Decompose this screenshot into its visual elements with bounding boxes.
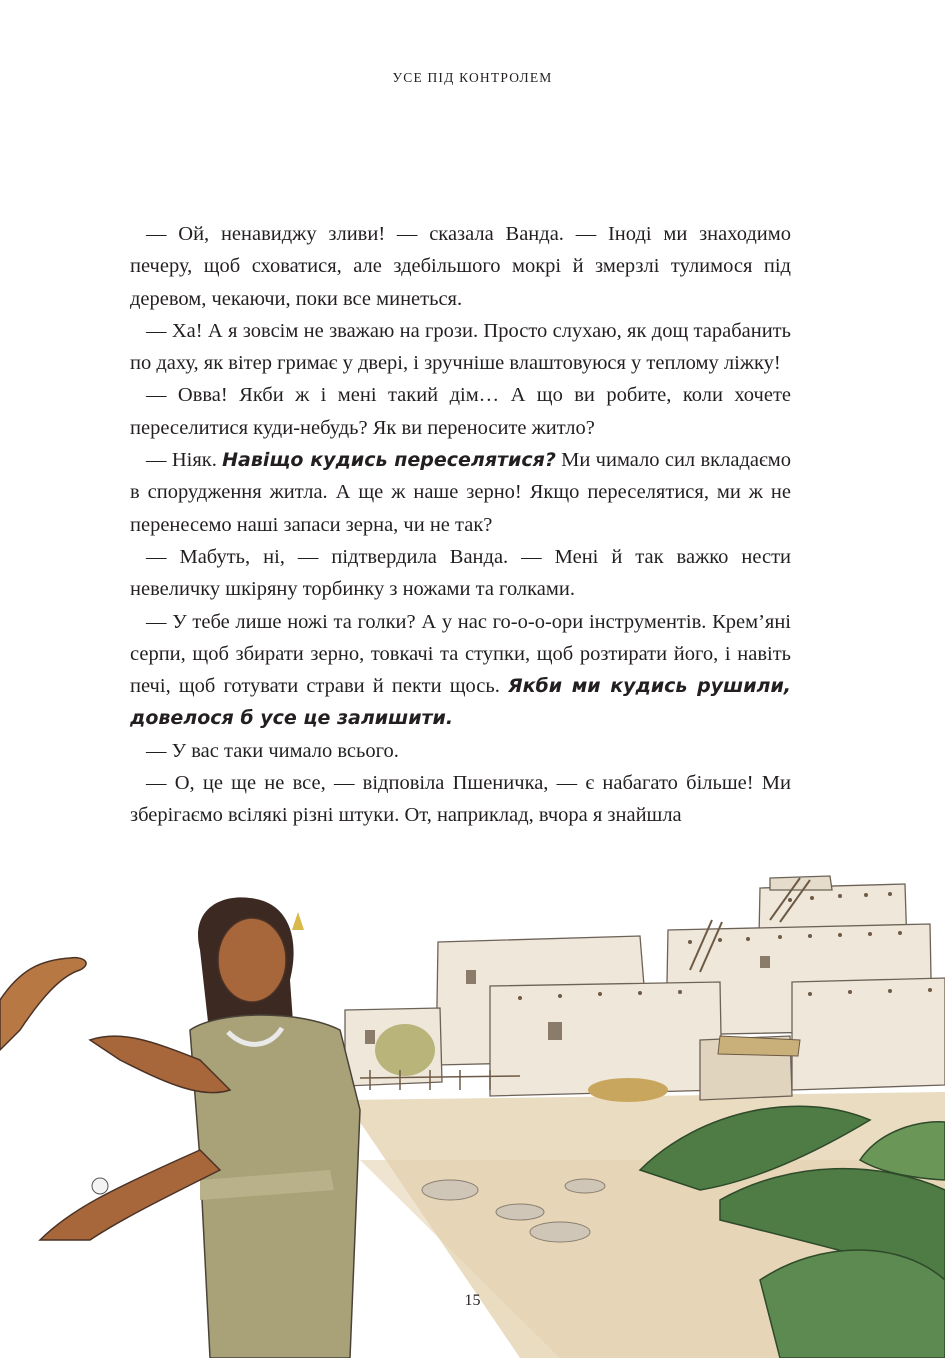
paragraph: — У вас таки чимало всього.: [146, 739, 399, 762]
page-number: 15: [464, 1292, 481, 1309]
paragraph: [130, 444, 791, 541]
dry-grass: [588, 1078, 668, 1102]
paragraph: — Мабуть, ні, — підтвердила Ванда. — Мені й так важко нести невеличку шкіряну торбинку з ножами та голками.: [130, 545, 791, 601]
handwritten-emphasis: Навіщо кудись переселятися?: [222, 449, 556, 472]
paragraph-text: — Ніяк.: [146, 449, 223, 472]
bracelet: [92, 1178, 108, 1194]
leaf-hair-ornament: [292, 912, 304, 930]
body-text: [130, 218, 791, 832]
paragraph-text: — У тебе лише ножі та голки? А у нас го-о-о-ори інструментів. Крем’яні серпи, щоб збирати зерно, товкачі та ступки, щоб розтирати його, і навіть печі, щоб готувати страви й пекти щось.: [130, 610, 791, 698]
adult-arm: [0, 958, 86, 1050]
paragraph: — Овва! Якби ж і мені такий дім… А що ви робите, коли хочете переселитися куди-небудь? Як ви переносите житло?: [130, 384, 791, 439]
paragraph: [130, 606, 791, 735]
village-illustration: [0, 860, 945, 1358]
shade-shelter: [718, 1036, 800, 1056]
handwritten-emphasis: Якби ми кудись рушили, довелося б усе це залишити.: [130, 675, 791, 730]
paragraph: — Ха! А я зовсім не зважаю на грози. Просто слухаю, як дощ тарабанить по даху, як вітер гримає у двері, і зручніше влаштовуюся у теплому ліжку!: [130, 319, 791, 375]
running-head: УСЕ ПІД КОНТРОЛЕМ: [392, 70, 553, 85]
adobe-pueblo: [345, 876, 945, 1100]
paragraph: — Ой, ненавиджу зливи! — сказала Ванда. — Іноді ми знаходимо печеру, щоб сховатися, але здебільшого мокрі й змерзлі тулимося під деревом, чекаючи, поки все минеться.: [130, 223, 791, 310]
open-arm: [40, 1150, 220, 1240]
face: [218, 918, 286, 1002]
girl-character: [40, 897, 360, 1358]
paragraph: — О, це ще не все, — відповіла Пшеничка, — є набагато більше! Ми зберігаємо всілякі різні штуки. От, наприклад, вчора я знайшла: [130, 772, 791, 827]
bush: [375, 1024, 435, 1076]
paragraph-text: Ми чимало сил вкладаємо в спорудження житла. А ще ж наше зерно! Якщо переселятися, ми ж не перенесемо наші запаси зерна, чи не так?: [130, 449, 791, 536]
